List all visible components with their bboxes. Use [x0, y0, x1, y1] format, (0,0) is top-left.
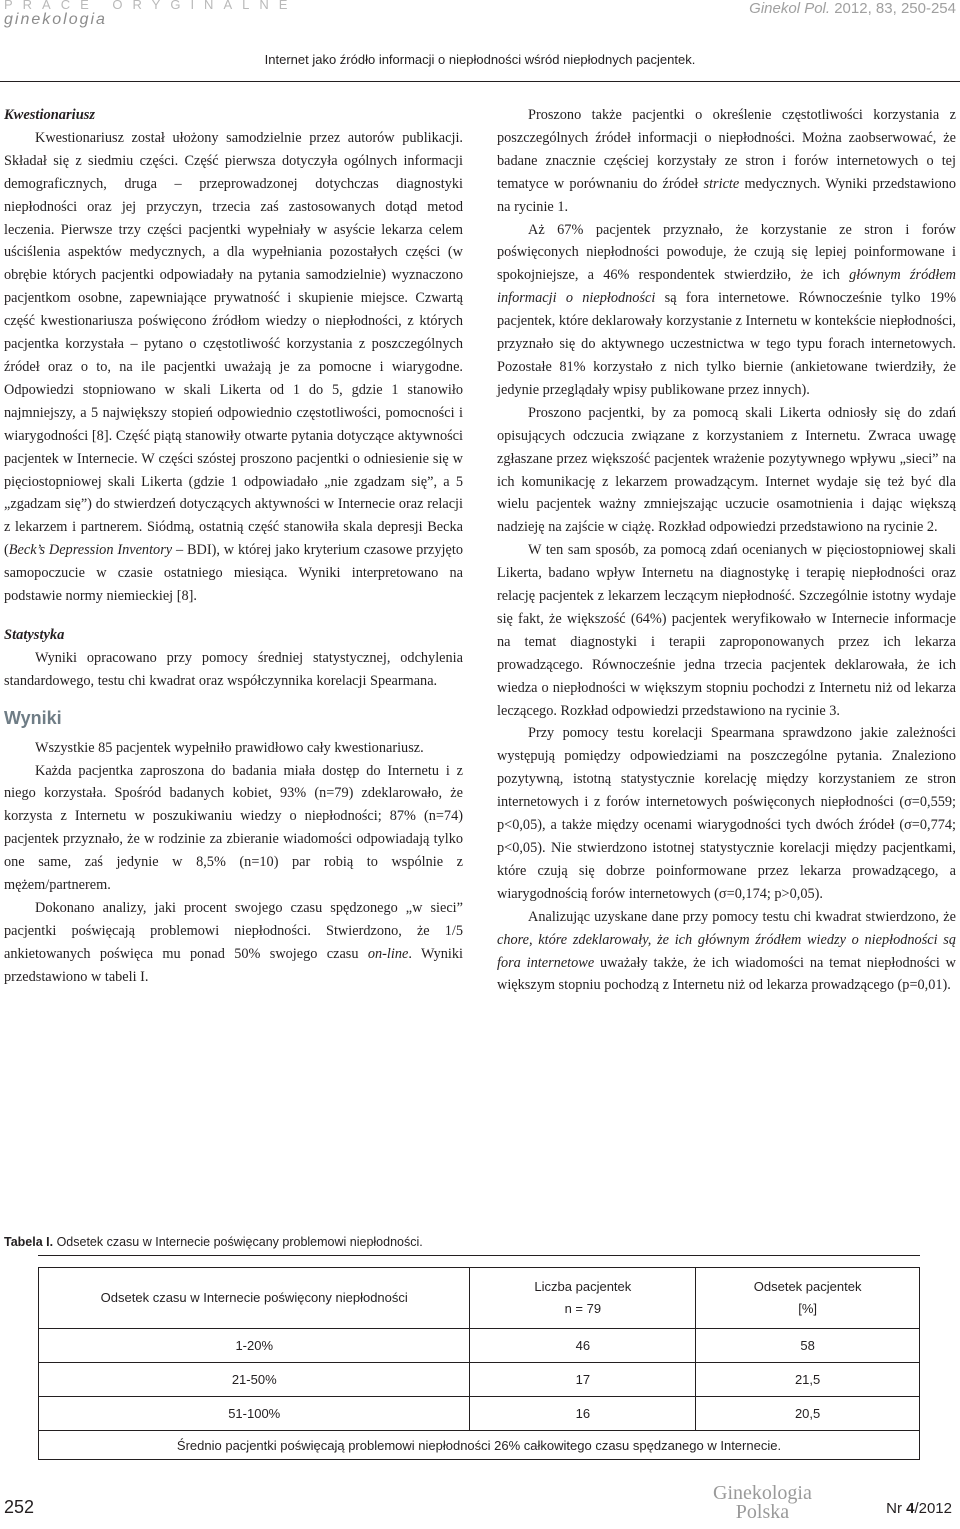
citation — [749, 0, 956, 17]
paragraph — [497, 906, 956, 998]
italic-text: Beck’s Depression Inventory — [8, 542, 173, 559]
data-table — [38, 1267, 920, 1460]
table-cell: 21-50% — [39, 1363, 470, 1397]
italic-text: głównym źródłem informacji o niepłodności — [497, 267, 957, 307]
paragraph — [497, 219, 956, 402]
column-header — [696, 1268, 920, 1329]
header-line: Liczba pacjentek — [534, 1279, 632, 1294]
text-run: Analizując uzyskane dane przy pomocy testu chi kwadrat stwierdzono, że — [528, 908, 956, 925]
citation-journal: Ginekol Pol. — [749, 0, 831, 17]
issue-num: 4 — [906, 1500, 915, 1517]
table-cell: 51-100% — [39, 1397, 470, 1431]
text-run: są fora internetowe. Równocześnie tylko 19% pacjentek, które deklarowały korzystanie z Internetu w kontekście niepłodności, przyznało się do aktywnego uczestnictwa w tego typu forach internetowych. Pozostałe 81% korzystało z nich tylko biernie (ankietowane twierdziły, że jedynie przeglądały wpisy publikowane przez innych). — [497, 290, 956, 398]
issue-prefix: Nr — [886, 1500, 907, 1517]
paragraph — [4, 897, 463, 989]
text-run: . Wyniki przedstawiono w tabeli I. — [4, 945, 463, 985]
section-label: PRACE ORYGINALNE — [4, 0, 298, 12]
italic-text: on-line — [367, 945, 409, 962]
text-run: uważały także, że ich wiadomości na temat niepłodności w większym stopniu pochodzą z Internetu niż od lekarza prowadzącego (p=0,01). — [497, 954, 957, 994]
column-header: Odsetek czasu w Internecie poświęcony niepłodności — [39, 1268, 470, 1329]
logo-line: Ginekologia — [713, 1482, 812, 1504]
table-cell: 21,5 — [696, 1363, 920, 1397]
table-caption-text: Odsetek czasu w Internecie poświęcany problemowi niepłodności. — [53, 1235, 423, 1249]
paragraph: Wyniki opracowano przy pomocy średniej statystycznej, odchylenia standardowego, testu chi kwadrat oraz współczynnika korelacji Spearmana. — [4, 649, 463, 689]
text-run: Dokonano analizy, jaki procent swojego czasu spędzonego „w sieci” pacjentki poświęcają problemowi niepłodności. Stwierdzono, że 1/5 ankietowanych poświęca mu ponad 50% swojego czasu — [4, 900, 463, 962]
journal-logo — [713, 1484, 812, 1522]
table-row — [39, 1329, 920, 1363]
heading-wyniki: Wyniki — [4, 707, 62, 728]
table-cell: 17 — [470, 1363, 696, 1397]
paragraph: Proszono pacjentki, by za pomocą skali Likerta odniosły się do zdań opisujących odczucia związane z korzystaniem z Internetu. Zwraca uwagę zgłaszane przez większość pacjentek wrażenie pozytywnego wpływu „sieci” na ich komunikację z lekarzem prowadzącym. Internet wydaje się też być dla wielu pacjentek ważny zmniejszając uczucie osamotnienia i dając większą nadzieję na zajście w ciążę. Rozkład odpowiedzi przedstawiono na rycinie 2. — [497, 404, 956, 536]
paragraph — [497, 104, 956, 219]
journal-name: ginekologia — [4, 11, 107, 28]
table-cell: 46 — [470, 1329, 696, 1363]
table-cell: 58 — [696, 1329, 920, 1363]
header-line: [%] — [798, 1301, 817, 1316]
right-column — [497, 104, 956, 997]
text-run: Proszono także pacjentki o określenie częstotliwości korzystania z poszczególnych źródeł informacji o niepłodności. Można zaobserwować, że badane znacznie częściej korzystały ze stron i forów internetowych o tej tematyce w porównaniu do źródeł — [497, 107, 956, 192]
table-row — [39, 1397, 920, 1431]
left-column — [4, 104, 463, 989]
table-caption — [4, 1235, 423, 1249]
header-line: Odsetek pacjentek — [753, 1279, 862, 1294]
issue-number — [886, 1500, 952, 1517]
table-caption-label: Tabela I. — [4, 1235, 54, 1249]
table-container — [38, 1255, 920, 1460]
table-note-row — [39, 1431, 920, 1460]
header-line: n = 79 — [564, 1301, 602, 1316]
column-header — [470, 1268, 696, 1329]
paragraph: Wszystkie 85 pacjentek wypełniło prawidłowo cały kwestionariusz. — [35, 739, 424, 756]
table-note: Średnio pacjentki poświęcają problemowi niepłodności 26% całkowitego czasu spędzanego w Internecie. — [39, 1431, 920, 1460]
paragraph: Każda pacjentka zaproszona do badania miała dostęp do Internetu i z niego korzystała. Spośród badanych kobiet, 93% (n=79) zdeklarowało, że korzysta z Internetu w poszukiwaniu wiedzy o niepłodności; 87% (n=74) pacjentek przyznało, że w rodzinie za zbieranie wiadomości odpowiadają tylko one same, zaś jedynie w 8,5% (n=10) par robią to wspólnie z mężem/partnerem. — [4, 762, 463, 894]
text-run: Aż 67% pacjentek przyznało, że korzystanie ze stron i forów poświęconych niepłodności powoduje, że czują się lepiej poinformowane i spokojniejsze, a 46% respondentek stwierdziło, że ich — [497, 221, 956, 284]
text-run: – BDI), w której jako kryterium czasowe przyjęto samopoczucie w czasie ostatniego miesiąca. Wyniki interpretowano na podstawie normy niemieckiej [8]. — [4, 542, 463, 605]
table-cell: 16 — [470, 1397, 696, 1431]
page-number: 252 — [4, 1497, 35, 1517]
heading-statystyka: Statystyka — [4, 626, 65, 643]
text-run: medycznych. Wyniki przedstawiono na rycinie 1. — [497, 175, 956, 215]
table-cell: 1-20% — [39, 1329, 470, 1363]
table-header-row — [39, 1268, 920, 1329]
running-title: Internet jako źródło informacji o niepłodności wśród niepłodnych pacjentek. — [264, 52, 696, 67]
italic-text: stricte — [703, 175, 740, 192]
logo-line: Polska — [735, 1501, 790, 1523]
paragraph: W ten sam sposób, za pomocą zdań ocenianych w pięciostopniowej skali Likerta, badano wpływ Internetu na diagnostykę i terapię niepłodności oraz relację pacjentek z lekarzem leczącym niepłodność. Szczególnie istotny wydaje się fakt, że większość (64%) pacjentek weryfikowało w Internecie informacje na temat diagnostyki i terapii zaproponowanych przez ich lekarza prowadzącego. Równocześnie jedna trzecia pacjentek deklarowała, że ich wiedza o niepłodności w większym stopniu pochodzi z Internetu niż od lekarza leczącego. Rozkład odpowiedzi przedstawiono na rycinie 3. — [497, 542, 956, 719]
issue-year: /2012 — [914, 1500, 952, 1517]
table-row — [39, 1363, 920, 1397]
citation-details: 2012, 83, 250-254 — [830, 0, 956, 17]
paragraph — [4, 127, 463, 608]
text-run: Kwestionariusz został ułożony samodzielnie przez autorów publikacji. Składał się z siedmiu części. Część pierwsza dotyczyła ogólnych informacji demograficznych, druga – przeprowadzonej dotychczas diagnostyki niepłodności oraz jej przyczyn, trzecia zaś zastosowanych dotąd metod leczenia. Pierwsze trzy części pacjentki wypełniały w asyście lekarza celem uściślenia aspektów medycznych, a dla wypełniania pozostałych części (w obrębie których pacjentki odpowiadały na pytania samodzielnie) wyznaczono pacjentkom osobne, zapewniające prywatność i skupienie miejsce. Czwartą część kwestionariusza poświęcono źródłom wiedzy o niepłodności, z których pacjentka korzystała – pytano o częstotliwość korzystania z poszczególnych źródeł oraz o to, na ile pacjentki uważają je za pomocne i wiarygodne. Odpowiedzi stopniowano w skali Likerta od 1 do 5, gdzie 1 stanowiło najmniejszy, a 5 największy stopień odpowiednio częstotliwości, pomocności i wiarygodności [8]. Część piątą stanowiły otwarte pytania dotyczące aktywności pacjentek w Internecie. W części szóstej proszono pacjentki o odniesienie się w pięciostopniowej skali Likerta (gdzie 1 odpowiadało „nie zgadzam się”, a 5 „zgadzam się”) do stwierdzeń dotyczących aktywności w Internecie oraz relacji z lekarzem i partnerem. Siódmą, ostatnią część stanowiła skala depresji Becka ( — [4, 129, 463, 559]
italic-text: chore, które zdeklarowały, że ich głównym źródłem wiedzy o niepłodności są fora internetowe — [497, 931, 956, 971]
header-divider — [0, 81, 960, 82]
table-cell: 20,5 — [696, 1397, 920, 1431]
paragraph: Przy pomocy testu korelacji Spearmana sprawdzono jakie zależności występują pomiędzy odpowiedziami na poszczególne pytania. Znaleziono pozytywną, istotną statystycznie korelację między korzystaniem ze stron internetowych i z forów internetowych poświęconych niepłodności (σ=0,559; p<0,05), a także między ocenami wiarygodności tych dwóch źródeł (σ=0,774; p<0,05). Nie stwierdzono istotnej statystycznie korelacji między pacjentkami, które czują się dobrze poinformowane przez lekarza prowadzącego, a wiarygodnością forów internetowych (σ=0,174; p>0,05). — [497, 725, 956, 902]
heading-kwestionariusz: Kwestionariusz — [4, 107, 96, 123]
